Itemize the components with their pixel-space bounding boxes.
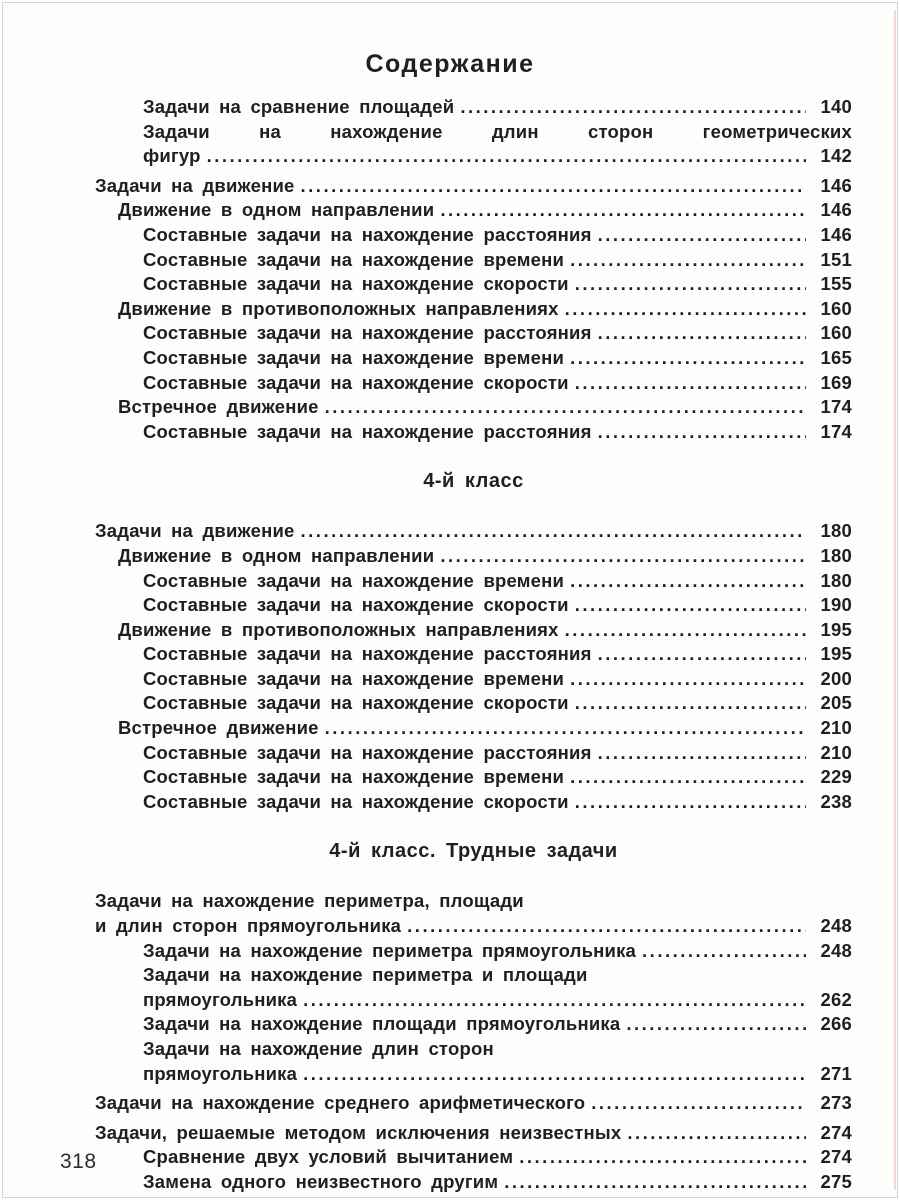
toc-entry-page: 160 <box>820 322 852 344</box>
toc-entry-page: 155 <box>820 273 852 295</box>
dot-leader <box>407 914 806 939</box>
toc-entry-text: Задачи на нахождение периметра и площади <box>143 964 588 986</box>
toc-entry-row <box>118 544 852 569</box>
dot-leader <box>303 1062 806 1087</box>
toc-entry-text: Задачи, решаемые методом исключения неизвестных <box>95 1121 622 1143</box>
dot-leader <box>440 544 806 569</box>
dot-leader <box>301 519 806 544</box>
toc-entry <box>95 248 852 273</box>
toc-entry-text: Задачи на нахождение среднего арифметического <box>95 1092 586 1114</box>
toc-entry-text: Встречное движение <box>118 396 319 418</box>
toc-entry-page: 146 <box>820 174 852 196</box>
toc-entry <box>95 321 852 346</box>
toc-entry-page: 205 <box>820 692 852 714</box>
toc-entry-row <box>143 569 852 594</box>
toc-entry <box>95 223 852 248</box>
toc-entry-page: 174 <box>820 396 852 418</box>
toc-entry-row <box>143 1012 852 1037</box>
toc-entry-page: 180 <box>820 569 852 591</box>
dot-leader <box>570 667 806 692</box>
toc-entry <box>95 618 852 643</box>
toc-entry-text: Встречное движение <box>118 717 319 739</box>
toc-entry-page: 169 <box>820 371 852 393</box>
dot-leader <box>570 248 806 273</box>
toc-entry-row <box>95 914 852 939</box>
dot-leader <box>598 420 806 445</box>
toc-entry <box>95 667 852 692</box>
toc-entry-row <box>95 1121 852 1146</box>
dot-leader <box>440 198 806 223</box>
toc-entry-row <box>143 939 852 964</box>
toc-entry-text: Движение в одном направлении <box>118 199 435 221</box>
toc-entry <box>95 691 852 716</box>
dot-leader <box>598 321 806 346</box>
toc-entry-page: 274 <box>820 1121 852 1143</box>
section-header: 4-й класс. Трудные задачи <box>329 840 618 863</box>
toc-entry-row <box>143 741 852 766</box>
toc-entry-text: Сравнение двух условий вычитанием <box>143 1146 514 1168</box>
toc-entry-page: 229 <box>820 766 852 788</box>
dot-leader <box>570 569 806 594</box>
dot-leader <box>598 223 806 248</box>
toc-entry-text: Задачи на нахождение периметра прямоугольника <box>143 939 637 961</box>
dot-leader <box>460 95 806 120</box>
toc-entry-text: Составные задачи на нахождение расстояния <box>143 643 592 665</box>
toc-entry-row <box>143 272 852 297</box>
toc-entry-page: 190 <box>820 594 852 616</box>
dot-leader <box>575 691 806 716</box>
toc-entry-text: Задачи на нахождение площади прямоугольника <box>143 1013 621 1035</box>
toc-entry-row <box>143 95 852 120</box>
toc-entry <box>95 1121 852 1146</box>
toc-entry-page: 146 <box>820 223 852 245</box>
dot-leader <box>575 371 806 396</box>
toc-entry <box>95 1091 852 1116</box>
toc-entry-row <box>118 716 852 741</box>
dot-leader <box>303 988 806 1013</box>
toc-entry <box>95 395 852 420</box>
toc-entry-page: 200 <box>820 667 852 689</box>
toc-entry-page: 165 <box>820 346 852 368</box>
dot-leader <box>598 642 806 667</box>
dot-leader <box>565 297 806 322</box>
toc-entry-text: и длин сторон прямоугольника <box>95 915 402 937</box>
toc-entry <box>95 297 852 322</box>
dot-leader <box>565 618 806 643</box>
toc-entry-row <box>143 1145 852 1170</box>
toc-entry-text: Движение в противоположных направлениях <box>118 618 559 640</box>
toc-entry <box>95 569 852 594</box>
toc-entry-row <box>118 297 852 322</box>
toc-entry-text: Движение в противоположных направлениях <box>118 297 559 319</box>
toc-entry-row <box>143 371 852 396</box>
toc-entry <box>95 716 852 741</box>
toc-entry-page: 151 <box>820 248 852 270</box>
toc-entry-page: 140 <box>820 96 852 117</box>
dot-leader <box>626 1012 806 1037</box>
dot-leader <box>570 346 806 371</box>
toc-entry-row <box>95 519 852 544</box>
toc-entry-row <box>118 618 852 643</box>
toc-entry-page: 142 <box>820 145 852 167</box>
dot-leader <box>301 174 806 199</box>
page-number: 318 <box>60 1150 97 1173</box>
toc-entry-text: Составные задачи на нахождение скорости <box>143 790 569 812</box>
toc-entry-row <box>118 395 852 420</box>
dot-leader <box>519 1145 806 1170</box>
toc-entry-text: Составные задачи на нахождение расстояния <box>143 741 592 763</box>
toc-entry-text: прямоугольника <box>143 988 298 1010</box>
toc-entry-text: фигур <box>143 145 201 167</box>
toc-entry-page: 195 <box>820 618 852 640</box>
toc-entry-page: 210 <box>820 741 852 763</box>
toc-entry-text: Задачи на движение <box>95 174 295 196</box>
toc-entry-row <box>143 988 852 1013</box>
toc-entry-page: 274 <box>820 1146 852 1168</box>
toc-entry-page: 146 <box>820 199 852 221</box>
toc-entry <box>95 198 852 223</box>
toc-entry-page: 266 <box>820 1013 852 1035</box>
toc-entry-text: Составные задачи на нахождение расстояния <box>143 420 592 442</box>
toc-entry-text: Составные задачи на нахождение времени <box>143 569 565 591</box>
dot-leader <box>570 765 806 790</box>
toc-entry <box>95 519 852 544</box>
page-title: Содержание <box>365 50 535 78</box>
toc-entry-page: 160 <box>820 297 852 319</box>
toc-entry-row <box>143 144 852 169</box>
toc-entry-text: Составные задачи на нахождение времени <box>143 346 565 368</box>
toc-entry-text: Задачи на сравнение площадей <box>143 96 455 117</box>
toc-entry-page: 174 <box>820 420 852 442</box>
table-of-contents <box>95 95 852 1195</box>
toc-entry <box>95 1012 852 1037</box>
toc-entry-text: Составные задачи на нахождение скорости <box>143 273 569 295</box>
toc-entry-text: Движение в одном направлении <box>118 544 435 566</box>
toc-entry-text: Замена одного неизвестного другим <box>143 1170 499 1192</box>
toc-entry-row <box>118 198 852 223</box>
toc-entry-text: Составные задачи на нахождение скорости <box>143 594 569 616</box>
toc-entry-page: 262 <box>820 988 852 1010</box>
dot-leader <box>627 1121 806 1146</box>
section-header: 4-й класс <box>423 470 524 493</box>
toc-entry-row <box>143 420 852 445</box>
toc-entry <box>95 420 852 445</box>
toc-entry <box>95 765 852 790</box>
dot-leader <box>207 144 806 169</box>
toc-entry-text: Составные задачи на нахождение скорости <box>143 371 569 393</box>
toc-entry <box>95 95 852 120</box>
toc-entry-row <box>143 691 852 716</box>
dot-leader <box>598 741 806 766</box>
toc-entry <box>95 642 852 667</box>
toc-entry-page: 180 <box>820 520 852 542</box>
toc-entry-row <box>95 1091 852 1116</box>
toc-entry-page: 275 <box>820 1170 852 1192</box>
toc-entry <box>95 1037 852 1086</box>
toc-entry-page: 195 <box>820 643 852 665</box>
toc-entry-page: 271 <box>820 1062 852 1084</box>
toc-entry-text: Составные задачи на нахождение расстояния <box>143 223 592 245</box>
toc-entry-row <box>143 593 852 618</box>
dot-leader <box>575 272 806 297</box>
dot-leader <box>575 790 806 815</box>
toc-entry-text: Составные задачи на нахождение скорости <box>143 692 569 714</box>
toc-entry-row <box>143 667 852 692</box>
toc-entry-row <box>143 346 852 371</box>
toc-entry <box>95 939 852 964</box>
toc-entry <box>95 272 852 297</box>
toc-entry-row <box>143 223 852 248</box>
toc-entry-text: Составные задачи на нахождение времени <box>143 766 565 788</box>
toc-entry-row <box>143 765 852 790</box>
toc-entry-text: Составные задачи на нахождение расстояния <box>143 322 592 344</box>
toc-entry-row <box>143 642 852 667</box>
toc-entry-text: Задачи на нахождение длин сторон <box>143 1038 494 1059</box>
toc-entry-page: 248 <box>820 939 852 961</box>
toc-entry <box>95 1145 852 1170</box>
toc-entry <box>95 790 852 815</box>
toc-entry <box>95 544 852 569</box>
toc-entry <box>95 741 852 766</box>
toc-entry-row <box>143 790 852 815</box>
toc-entry <box>95 963 852 1012</box>
toc-entry-text: прямоугольника <box>143 1062 298 1084</box>
dot-leader <box>591 1091 806 1116</box>
toc-entry-text: Задачи на движение <box>95 520 295 542</box>
toc-entry <box>95 174 852 199</box>
toc-entry-row <box>143 1170 852 1195</box>
toc-entry-text: Задачи на нахождение периметра, площади <box>95 890 524 912</box>
toc-entry-text: Составные задачи на нахождение времени <box>143 667 565 689</box>
toc-entry-page: 238 <box>820 790 852 812</box>
toc-entry <box>95 1170 852 1195</box>
toc-entry <box>95 593 852 618</box>
toc-entry-row <box>143 321 852 346</box>
dot-leader <box>504 1170 806 1195</box>
toc-entry-row <box>95 174 852 199</box>
dot-leader <box>642 939 806 964</box>
dot-leader <box>325 395 806 420</box>
dot-leader <box>325 716 806 741</box>
toc-entry <box>95 120 852 169</box>
toc-entry-row <box>143 1062 852 1087</box>
toc-entry-page: 273 <box>820 1092 852 1114</box>
toc-entry <box>95 371 852 396</box>
toc-entry <box>95 346 852 371</box>
toc-entry-page: 180 <box>820 544 852 566</box>
toc-entry-page: 210 <box>820 717 852 739</box>
toc-entry-row <box>143 248 852 273</box>
toc-entry-text: Задачи на нахождение длин сторон геометрических <box>143 120 852 142</box>
toc-entry-page: 248 <box>820 915 852 937</box>
toc-entry <box>95 889 852 938</box>
toc-entry-text: Составные задачи на нахождение времени <box>143 248 565 270</box>
dot-leader <box>575 593 806 618</box>
